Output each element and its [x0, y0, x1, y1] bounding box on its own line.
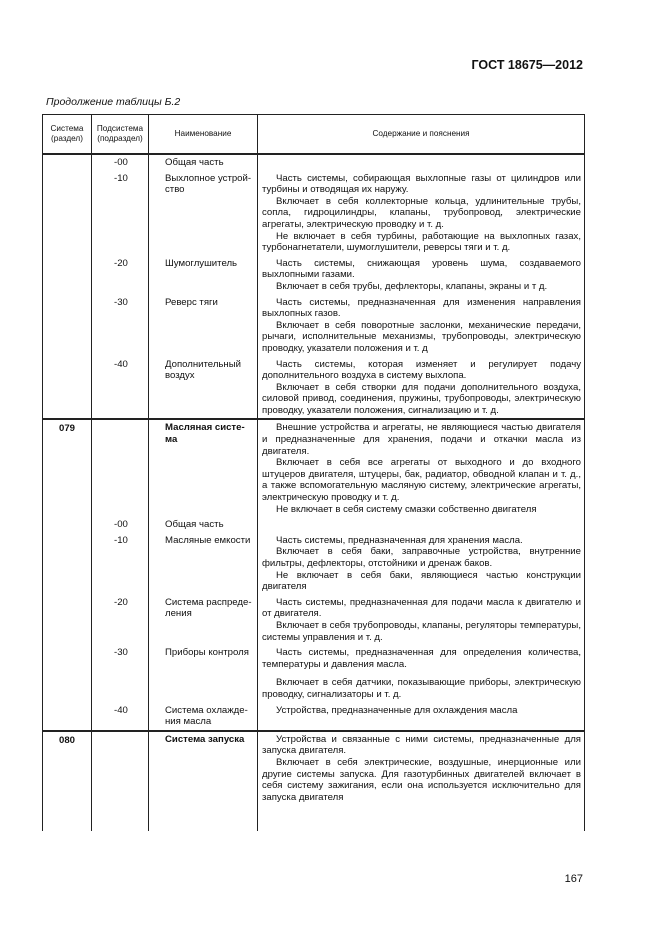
table-row [43, 295, 585, 357]
column-header-description: Содержание и пояснения [258, 115, 585, 155]
system-code: 079 [43, 419, 92, 517]
subsystem-code: -00 [92, 154, 149, 171]
row-description [258, 703, 585, 731]
subsystem-code: -00 [92, 517, 149, 533]
subsystem-code: -10 [92, 171, 149, 256]
table-row [43, 357, 585, 420]
system-code [43, 645, 92, 702]
row-description [258, 595, 585, 645]
description-paragraph: Не включает в себя баки, являющиеся частью конструкции двигателя [262, 569, 581, 593]
description-paragraph: Часть системы, предназначенная для хранения масла. [276, 534, 523, 546]
description-paragraph: Устройства и связанные с ними системы, предназначенные для запуска двигателя. [262, 733, 581, 757]
table-row [43, 256, 585, 295]
system-code [43, 517, 92, 533]
description-paragraph: Часть системы, собирающая выхлопные газы от цилиндров или турбины и отводящая их наружу. [262, 172, 581, 196]
description-paragraph: Включает в себя все агрегаты от выходного и до входного штуцеров двигателя, штуцеры, бак, радиатор, обводной клапан и т. д., а также вспомогательную масляную систему, электрические агрегаты, электрическую проводку и т. д. [262, 457, 581, 504]
subsystem-code: -10 [92, 533, 149, 595]
row-description [258, 645, 585, 702]
row-description [258, 357, 585, 420]
description-paragraph: Включает в себя коллекторные кольца, удлинительные трубы, сопла, гидроцилиндры, клапаны, трубопровод, электрические агрегаты, электрическую проводку и т. д. [262, 195, 581, 230]
subsystem-code: -20 [92, 595, 149, 645]
subsystem-code: -20 [92, 256, 149, 295]
subsystem-code: -30 [92, 295, 149, 357]
row-description [258, 295, 585, 357]
description-paragraph: Внешние устройства и агрегаты, не являющиеся частью двигателя и предназначенные для хранения, подачи и откачки масла из двигателя. [262, 422, 581, 457]
row-description [258, 517, 585, 533]
row-name: Общая часть [149, 154, 258, 171]
table-row [43, 154, 585, 171]
row-description [258, 154, 585, 171]
row-name: Масляные емкости [149, 533, 258, 595]
system-code [43, 171, 92, 256]
row-name: Дополнительный воздух [149, 357, 258, 420]
table-row [43, 731, 585, 831]
row-description [258, 419, 585, 517]
table-continuation-caption: Продолжение таблицы Б.2 [46, 96, 181, 108]
subsystem-code: -40 [92, 357, 149, 420]
row-name: Выхлопное устрой- ство [149, 171, 258, 256]
system-code [43, 256, 92, 295]
table-row [43, 171, 585, 256]
description-paragraph: Включает в себя трубы, дефлекторы, клапаны, экраны и т д. [276, 280, 548, 292]
description-paragraph: Не включает в себя турбины, работающие на выхлопных газах, турбонагнетатели, шумоглушители, реверсы тяги и т. д. [262, 230, 581, 254]
system-code: 080 [43, 731, 92, 831]
table-row [43, 419, 585, 517]
subsystem-code [92, 419, 149, 517]
table-row [43, 645, 585, 702]
column-header-name: Наименование [149, 115, 258, 155]
subsystem-code: -30 [92, 645, 149, 702]
system-code [43, 154, 92, 171]
subsystem-code: -40 [92, 703, 149, 731]
table-row [43, 517, 585, 533]
description-paragraph: Часть системы, предназначенная для изменения направления выхлопных газов. [262, 296, 581, 320]
column-header-system: Система (раздел) [43, 115, 92, 155]
system-code [43, 357, 92, 420]
description-paragraph: Часть системы, предназначенная для определения количества, температуры и давления масла. [262, 647, 581, 670]
row-name: Приборы контроля [149, 645, 258, 702]
table-row [43, 703, 585, 731]
row-name: Система распреде- ления [149, 595, 258, 645]
table-row [43, 595, 585, 645]
system-code [43, 295, 92, 357]
description-paragraph: Включает в себя трубопроводы, клапаны, регуляторы температуры, системы управления и т. д. [262, 619, 581, 643]
description-paragraph: Включает в себя створки для подачи дополнительного воздуха, силовой привод, соединения, пружины, трубопроводы, электрическую проводку, указатели положения, сигнализацию и т. д. [262, 381, 581, 416]
description-paragraph: Включает в себя баки, заправочные устройства, внутренние фильтры, дефлекторы, отстойники и дренаж баков. [262, 546, 581, 569]
description-paragraph: Включает в себя электрические, воздушные, инерционные или другие системы запуска. Для газотурбинных двигателей включает в себя систему зажигания, если она используется исключительно для запуска двигателя [262, 756, 581, 803]
system-code [43, 533, 92, 595]
description-paragraph: Часть системы, предназначенная для подачи масла к двигателю и от двигателя. [262, 596, 581, 620]
subsystem-code [92, 731, 149, 831]
row-name: Система запуска [149, 731, 258, 831]
description-paragraph: Включает в себя датчики, показывающие приборы, электрическую проводку, сигнализаторы и т. д. [262, 677, 581, 700]
description-paragraph: Не включает в себя систему смазки собственно двигателя [276, 503, 537, 515]
system-code [43, 595, 92, 645]
system-code [43, 703, 92, 731]
row-name: Система охлажде- ния масла [149, 703, 258, 731]
column-header-subsystem: Подсистема (подраздел) [92, 115, 149, 155]
row-description [258, 256, 585, 295]
description-paragraph: Включает в себя поворотные заслонки, механические передачи, рычаги, исполнительные механизмы, трубопроводы, электрическую проводку, указатели положения и т. д [262, 319, 581, 354]
description-paragraph: Устройства, предназначенные для охлаждения масла [276, 704, 518, 716]
row-name: Шумоглушитель [149, 256, 258, 295]
table-header-row [43, 115, 585, 155]
row-name: Общая часть [149, 517, 258, 533]
row-description [258, 533, 585, 595]
description-paragraph: Часть системы, снижающая уровень шума, создаваемого выхлопными газами. [262, 257, 581, 281]
description-paragraph: Часть системы, которая изменяет и регулирует подачу дополнительного воздуха в систему выхлопа. [262, 358, 581, 382]
table-row [43, 533, 585, 595]
standard-code: ГОСТ 18675—2012 [471, 58, 583, 72]
page-number: 167 [564, 873, 583, 885]
classification-table [42, 114, 585, 831]
row-description [258, 171, 585, 256]
row-name: Реверс тяги [149, 295, 258, 357]
row-description [258, 731, 585, 831]
row-name: Масляная систе- ма [149, 419, 258, 517]
